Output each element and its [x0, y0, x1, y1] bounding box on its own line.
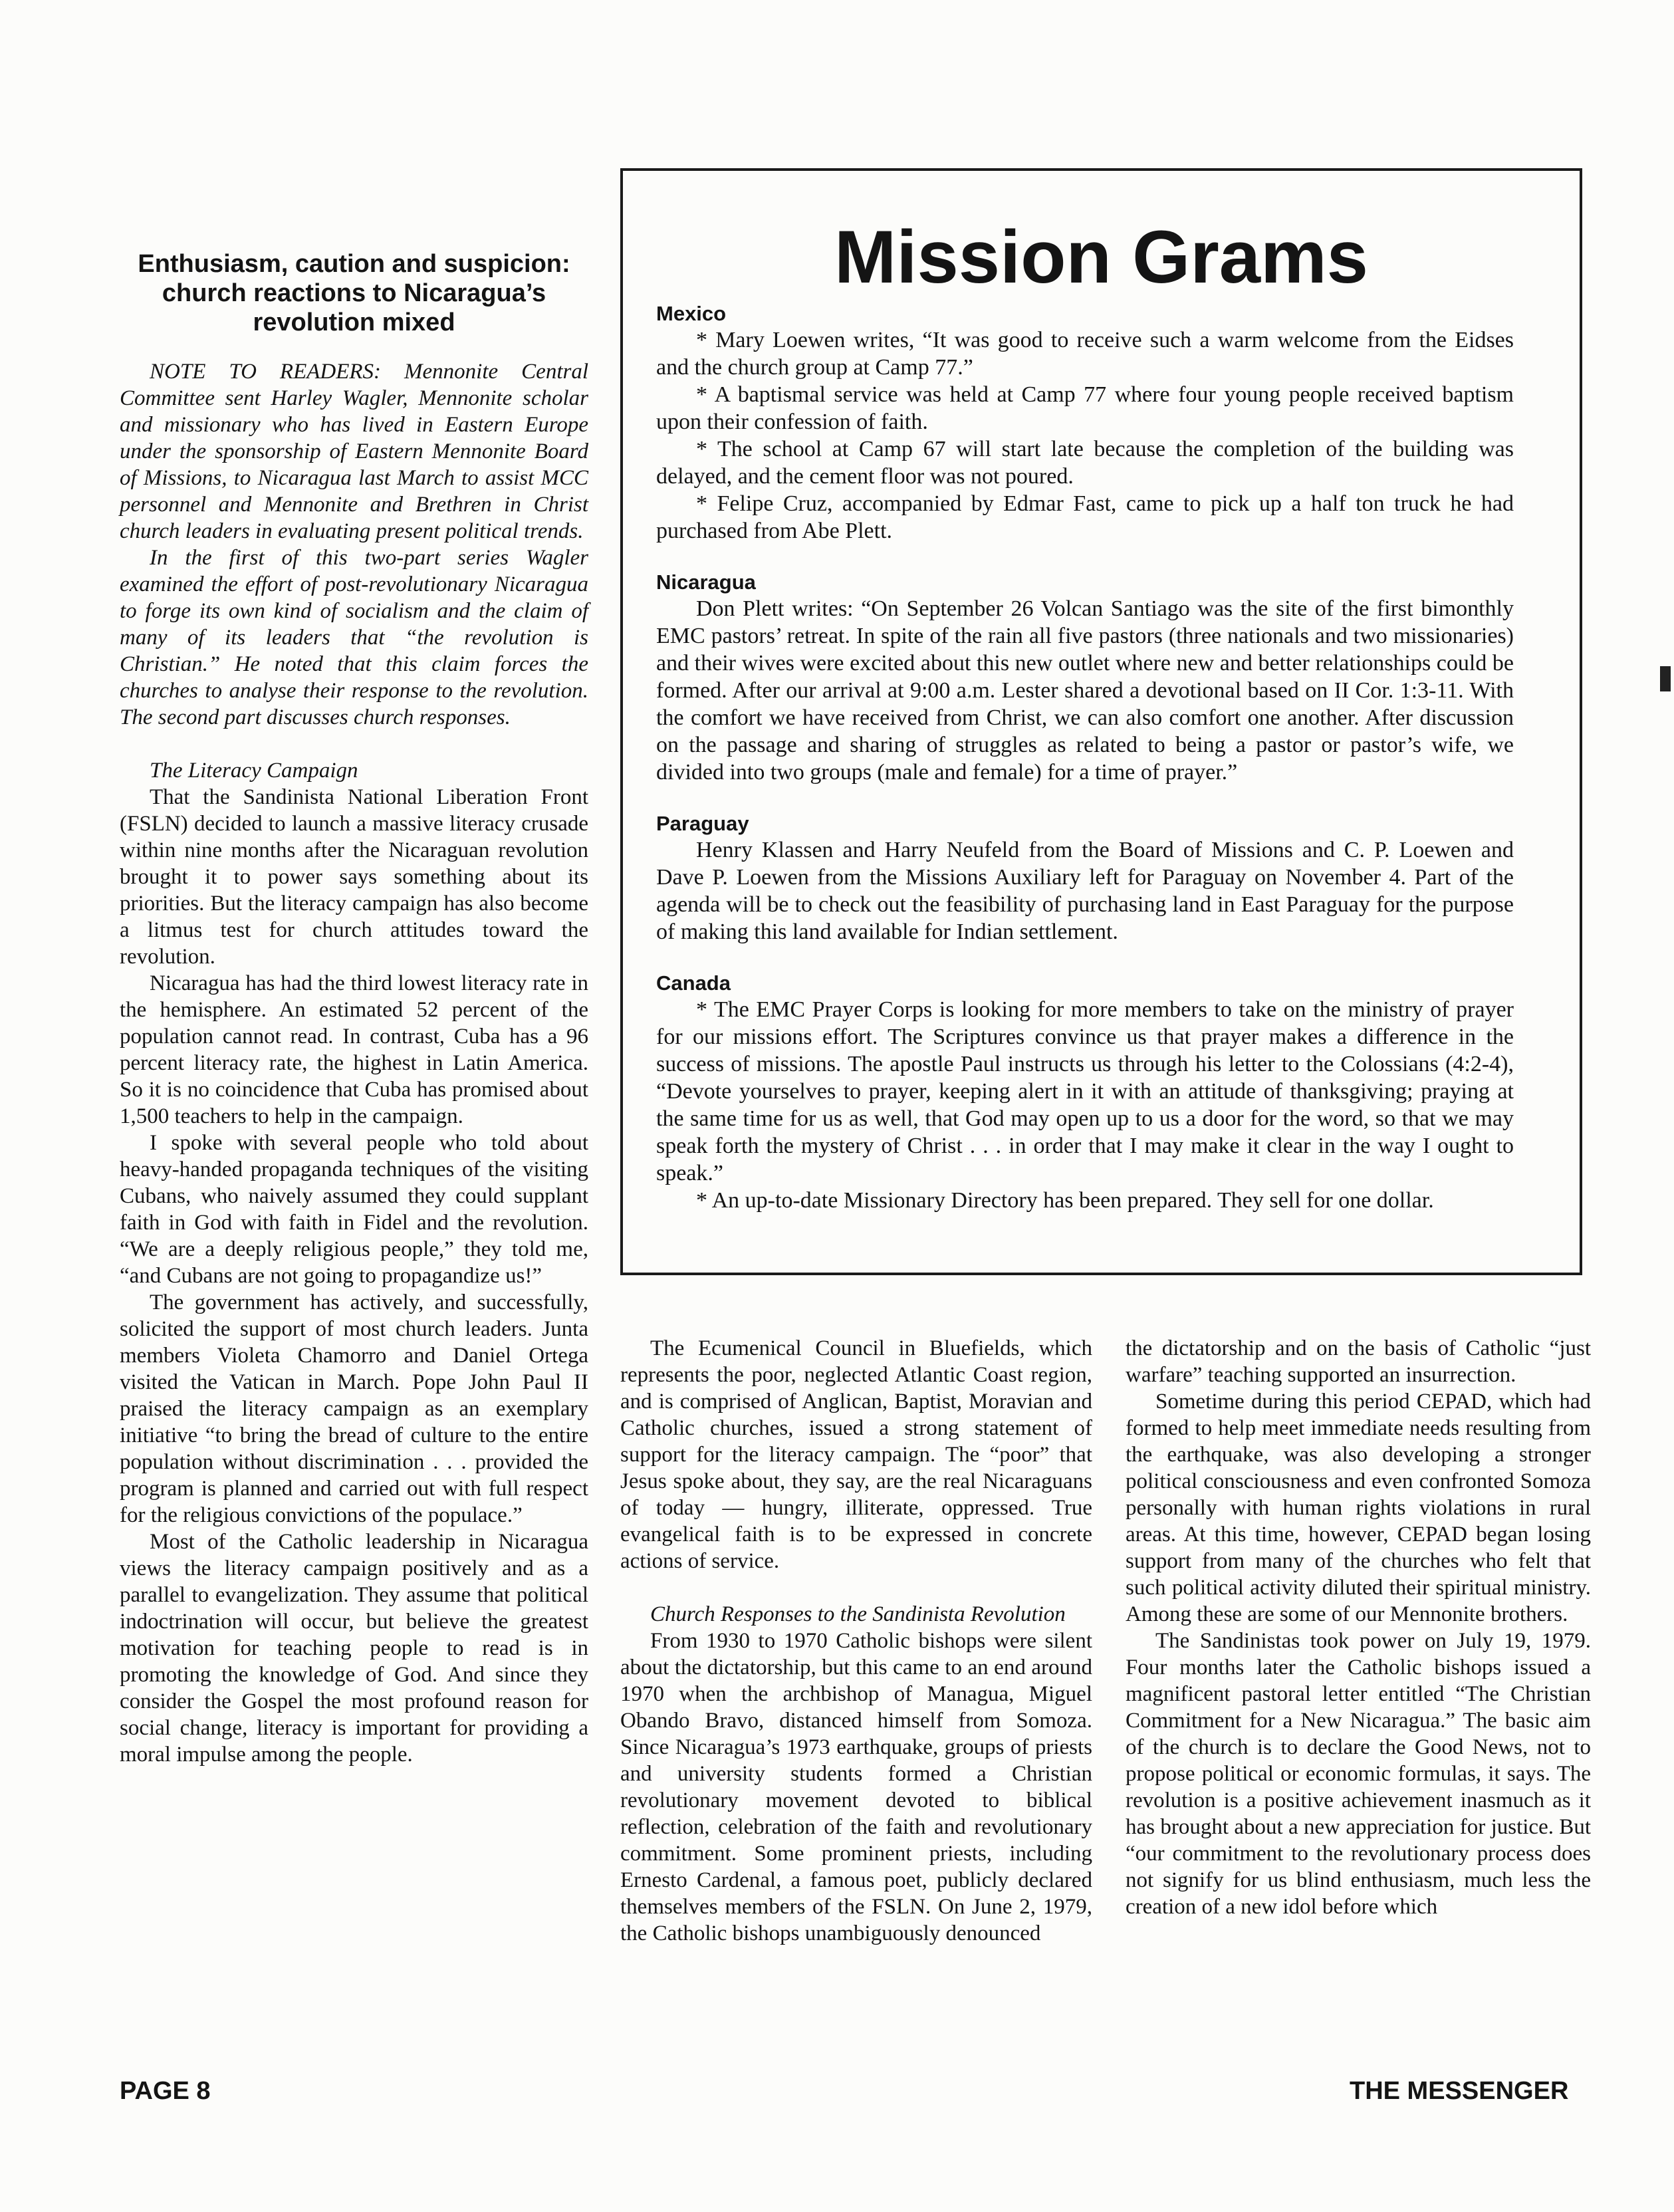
paragraph: Sometime during this period CEPAD, which had formed to help meet immediate needs resulting from the earthquake, was also developing a stronger political consciousness and even confronted Somoza personally with human rights violations in rural areas. At this time, however, CEPAD began losing support from many of the churches who felt that such political activity diluted their spiritual ministry. Among these are some of our Mennonite brothers.	[1126, 1390, 1591, 1626]
section-nicaragua	[656, 570, 1514, 786]
paragraph: From 1930 to 1970 Catholic bishops were silent about the dictatorship, but this came to an end around 1970 when the archbishop of Managua, Miguel Obando Bravo, distanced himself from Somoza. Since Nicaragua’s 1973 earthquake, groups of priests and university students formed a Christian revolutionary movement devoted to biblical reflection, celebration of the faith and revolutionary commitment. Some prominent priests, including Ernesto Cardenal, a famous poet, publicly declared themselves members of the FSLN. On June 2, 1979, the Catholic bishops unambiguously denounced	[620, 1629, 1092, 1945]
section-paragraph: * The EMC Prayer Corps is looking for more members to take on the ministry of prayer for our missions effort. The Scriptures convince us that prayer makes a difference in the success of missions. The apostle Paul instructs us through his letter to the Colossians (4:2-4), “Devote yourselves to prayer, keeping alert in it with an attitude of thanksgiving; praying at the same time for us as well, that God may open up to us a door for the word, so that we may speak forth the mystery of Christ . . . in order that I may make it clear in the way I ought to speak.”	[656, 997, 1514, 1185]
mission-grams-box	[620, 168, 1582, 1275]
paragraph: That the Sandinista National Liberation Front (FSLN) decided to launch a massive literacy crusade within nine months after the Nicaraguan revolution brought it to power says something about its priorities. But the literacy campaign has also become a litmus test for church attitudes toward the revolution.	[120, 785, 588, 969]
article-column-1	[120, 249, 588, 1768]
section-canada	[656, 971, 1514, 1214]
section-paragraph: Henry Klassen and Harry Neufeld from the Board of Missions and C. P. Loewen and Dave P. Loewen from the Missions Auxiliary left for Paraguay on November 4. Part of the agenda will be to check out the feasibility of purchasing land in East Paraguay for the purpose of making this land available for Indian settlement.	[656, 838, 1514, 944]
subhead-church-responses: Church Responses to the Sandinista Revolution	[650, 1602, 1066, 1626]
subhead-literacy-campaign: The Literacy Campaign	[150, 759, 358, 783]
section-paragraph: Don Plett writes: “On September 26 Volcan Santiago was the site of the first bimonthly EMC pastors’ retreat. In spite of the rain all five pastors (three nationals and two missionaries) and their wives were excited about this new outlet where new and better relationships could be formed. After our arrival at 9:00 a.m. Lester shared a devotional based on II Cor. 1:3-11. With the comfort we have received from Christ, we can also comfort one another. After discussion on the passage and sharing of struggles as related to being a pastor or pastor’s wife, we divided into two groups (male and female) for a time of prayer.”	[656, 596, 1514, 785]
section-heading: Paraguay	[656, 812, 749, 835]
section-heading: Canada	[656, 971, 731, 995]
paragraph: I spoke with several people who told about heavy-handed propaganda techniques of the visiting Cubans, who naively assumed they could supplant faith in God with faith in Fidel and the revolution. “We are a deeply religious people,” they told me, “and Cubans are not going to propagandize us!”	[120, 1131, 588, 1288]
section-heading: Mexico	[656, 302, 727, 325]
editor-note	[120, 358, 588, 731]
section-paragraph: * A baptismal service was held at Camp 77 where four young people received baptism upon their confession of faith.	[656, 382, 1514, 434]
mission-grams-body	[656, 301, 1514, 1239]
paragraph: In the first of this two-part series Wagler examined the effort of post-revolutionary Nicaragua to forge its own kind of socialism and the claim of many of its leaders that “the revolution is Christian.” He noted that this claim forces the churches to analyse their response to the revolution. The second part discusses church responses.	[120, 546, 588, 729]
paragraph: the dictatorship and on the basis of Catholic “just warfare” teaching supported an insurrection.	[1126, 1336, 1591, 1387]
article-headline: Enthusiasm, caution and suspicion: church reactions to Nicaragua’s revolution mixed	[138, 250, 570, 336]
section-paragraph: * The school at Camp 67 will start late because the completion of the building was delayed, and the cement floor was not poured.	[656, 437, 1514, 489]
col3-text	[1126, 1335, 1591, 1920]
church-responses-text	[620, 1628, 1092, 1947]
article-column-2	[620, 1335, 1092, 1947]
literacy-section-body	[120, 784, 588, 1768]
scan-edge-mark	[1660, 666, 1671, 691]
ecumenical-council-text	[620, 1335, 1092, 1574]
mission-grams-title: Mission Grams	[834, 215, 1368, 299]
article-column-3	[1126, 1335, 1591, 1920]
paragraph: The Sandinistas took power on July 19, 1979. Four months later the Catholic bishops issued a magnificent pastoral letter entitled “The Christian Commitment for a New Nicaragua.” The basic aim of the church is to declare the Good News, not to propose political or economic formulas, it says. The revolution is a positive achievement inasmuch as it has brought about a new appreciation for justice. But “our commitment to the revolutionary process does not signify for us blind enthusiasm, much less the creation of a new idol before which	[1126, 1629, 1591, 1919]
page-number: PAGE 8	[120, 2077, 211, 2105]
paragraph: Nicaragua has had the third lowest literacy rate in the hemisphere. An estimated 52 percent of the population cannot read. In contrast, Cuba has a 96 percent literacy rate, the highest in Latin America. So it is no coincidence that Cuba has promised about 1,500 teachers to help in the campaign.	[120, 971, 588, 1128]
section-mexico	[656, 301, 1514, 545]
section-paragraph: * Felipe Cruz, accompanied by Edmar Fast, came to pick up a half ton truck he had purchased from Abe Plett.	[656, 491, 1514, 543]
paragraph: The Ecumenical Council in Bluefields, which represents the poor, neglected Atlantic Coast region, and is comprised of Anglican, Baptist, Moravian and Catholic churches, issued a strong statement of support for the literacy campaign. The “poor” that Jesus spoke about, they say, are the real Nicaraguans of today — hungry, illiterate, oppressed. True evangelical faith is to be expressed in concrete actions of service.	[620, 1336, 1092, 1573]
section-heading: Nicaragua	[656, 570, 756, 594]
section-paraguay	[656, 811, 1514, 945]
paragraph: Most of the Catholic leadership in Nicaragua views the literacy campaign positively and as a parallel to evangelization. They assume that political indoctrination will occur, but believe the greatest motivation for teaching people to read is in promoting the knowledge of God. And since they consider the Gospel the most profound reason for social change, literacy is important for providing a moral impulse among the people.	[120, 1530, 588, 1767]
section-paragraph: * Mary Loewen writes, “It was good to receive such a warm welcome from the Eidses and the church group at Camp 77.”	[656, 328, 1514, 380]
paragraph: NOTE TO READERS: Mennonite Central Committee sent Harley Wagler, Mennonite scholar and missionary who has lived in Eastern Europe under the sponsorship of Eastern Mennonite Board of Missions, to Nicaragua last March to assist MCC personnel and Mennonite and Brethren in Christ church leaders in evaluating present political trends.	[120, 360, 588, 543]
publication-name: THE MESSENGER	[1350, 2077, 1569, 2105]
paragraph: The government has actively, and successfully, solicited the support of most church leaders. Junta members Violeta Chamorro and Daniel Ortega visited the Vatican in March. Pope John Paul II praised the literacy campaign as an exemplary initiative “to bring the bread of culture to the entire population without discrimination . . . provided the program is planned and carried out with full respect for the religious convictions of the populace.”	[120, 1290, 588, 1527]
section-paragraph: * An up-to-date Missionary Directory has been prepared. They sell for one dollar.	[696, 1188, 1434, 1213]
